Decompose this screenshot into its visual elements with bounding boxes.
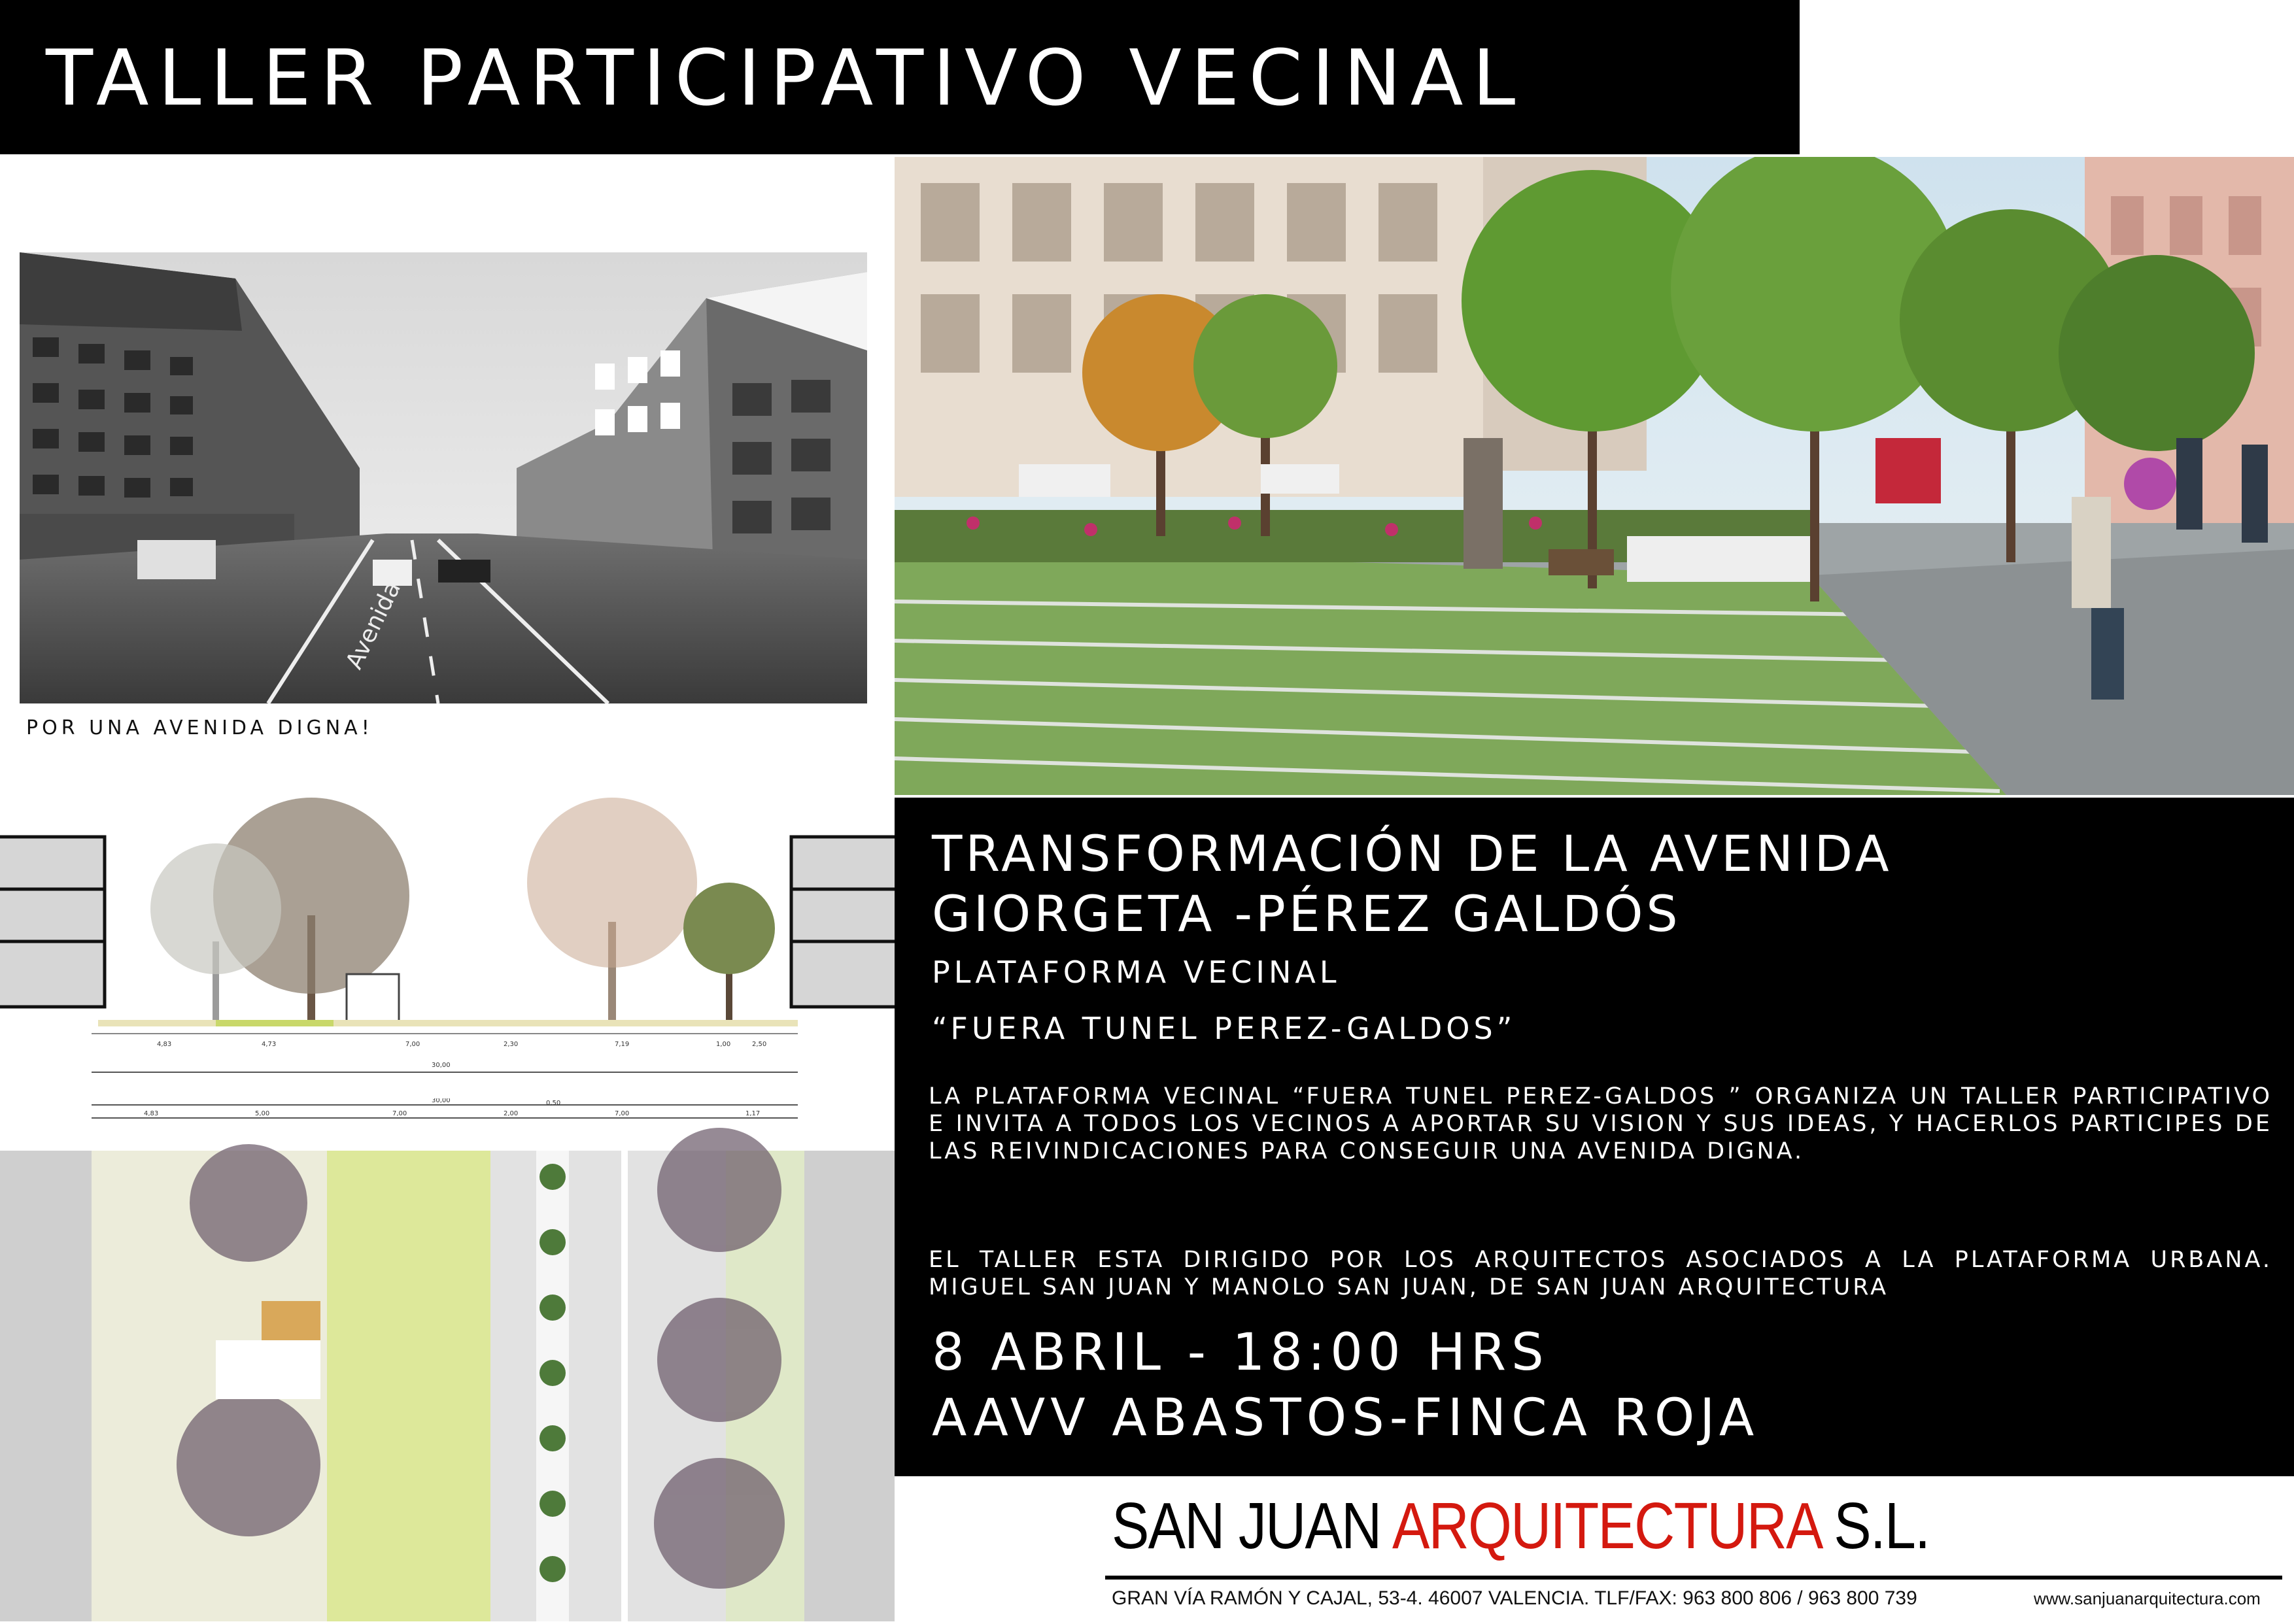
plan-dim-2: 5,00 [255, 1110, 270, 1117]
logo-text-suffix: S.L. [1819, 1489, 1930, 1563]
organizer-name: PLATAFORMA VECINAL [932, 955, 1341, 990]
section-dim-2: 4,73 [262, 1041, 277, 1048]
description-paragraph-2: EL TALLER ESTA DIRIGIDO POR LOS ARQUITECTOS ASOCIADOS A LA PLATAFORMA URBANA. MIGUEL SAN JUAN Y MANOLO SAN JUAN, DE SAN JUAN ARQUITECTURA [929, 1247, 2272, 1300]
heading-line-1: TRANSFORMACIÓN DE LA AVENIDA [932, 824, 1892, 883]
event-venue: AAVV ABASTOS-FINCA ROJA [932, 1389, 1760, 1447]
street-sign-text: Avenida [341, 577, 407, 673]
description-paragraph-1: LA PLATAFORMA VECINAL “FUERA TUNEL PEREZ-GALDOS ” ORGANIZA UN TALLER PARTICIPATIVO E INVITA A TODOS LOS VECINOS A APORTAR SU VISION Y SUS IDEAS, Y HACERLOS PARTICIPES DE LAS REIVINDICACIONES PARA CONSEGUIR UNA AVENIDA DIGNA. [929, 1083, 2272, 1164]
heading-line-2: GIORGETA -PÉREZ GALDÓS [932, 885, 1681, 943]
company-logo [1112, 1489, 1930, 1563]
event-datetime: 8 ABRIL - 18:00 HRS [932, 1323, 1549, 1382]
section-dim-6: 1,00 [716, 1041, 731, 1048]
logo-text-black: SAN JUAN [1112, 1489, 1392, 1563]
section-dim-4: 2,30 [504, 1041, 519, 1048]
logo-text-red: ARQUITECTURA [1392, 1489, 1820, 1563]
company-website-link[interactable]: www.sanjuanarquitectura.com [2034, 1589, 2261, 1608]
event-heading [932, 824, 1892, 944]
plan-dim-4: 2,00 [504, 1110, 519, 1117]
plan-dim-1: 4,83 [144, 1110, 159, 1117]
plan-median-dim: 0,50 [546, 1100, 561, 1107]
street-plan-drawing [0, 1098, 895, 1621]
page-title: TALLER PARTICIPATIVO VECINAL [46, 33, 1525, 123]
company-address: GRAN VÍA RAMÓN Y CAJAL, 53-4. 46007 VALENCIA. TLF/FAX: 963 800 806 / 963 800 739 [1112, 1587, 1917, 1609]
proposal-render [895, 157, 2294, 795]
street-photo-before [20, 252, 867, 703]
plan-dim-total: 30,00 [432, 1098, 451, 1104]
platform-slogan: “FUERA TUNEL PEREZ-GALDOS” [932, 1011, 1516, 1046]
photo-caption: POR UNA AVENIDA DIGNA! [26, 717, 373, 739]
logo-divider [1105, 1576, 2282, 1580]
section-dim-1: 4,83 [157, 1041, 172, 1048]
plan-dim-6: 1,17 [745, 1110, 761, 1117]
street-section-drawing [0, 758, 895, 1098]
plan-dim-3: 7,00 [392, 1110, 407, 1117]
section-dim-3: 7,00 [405, 1041, 420, 1048]
section-dim-total: 30,00 [432, 1062, 451, 1069]
section-dim-5: 7,19 [615, 1041, 630, 1048]
plan-dim-5: 7,00 [615, 1110, 630, 1117]
section-dim-7: 2,50 [752, 1041, 767, 1048]
